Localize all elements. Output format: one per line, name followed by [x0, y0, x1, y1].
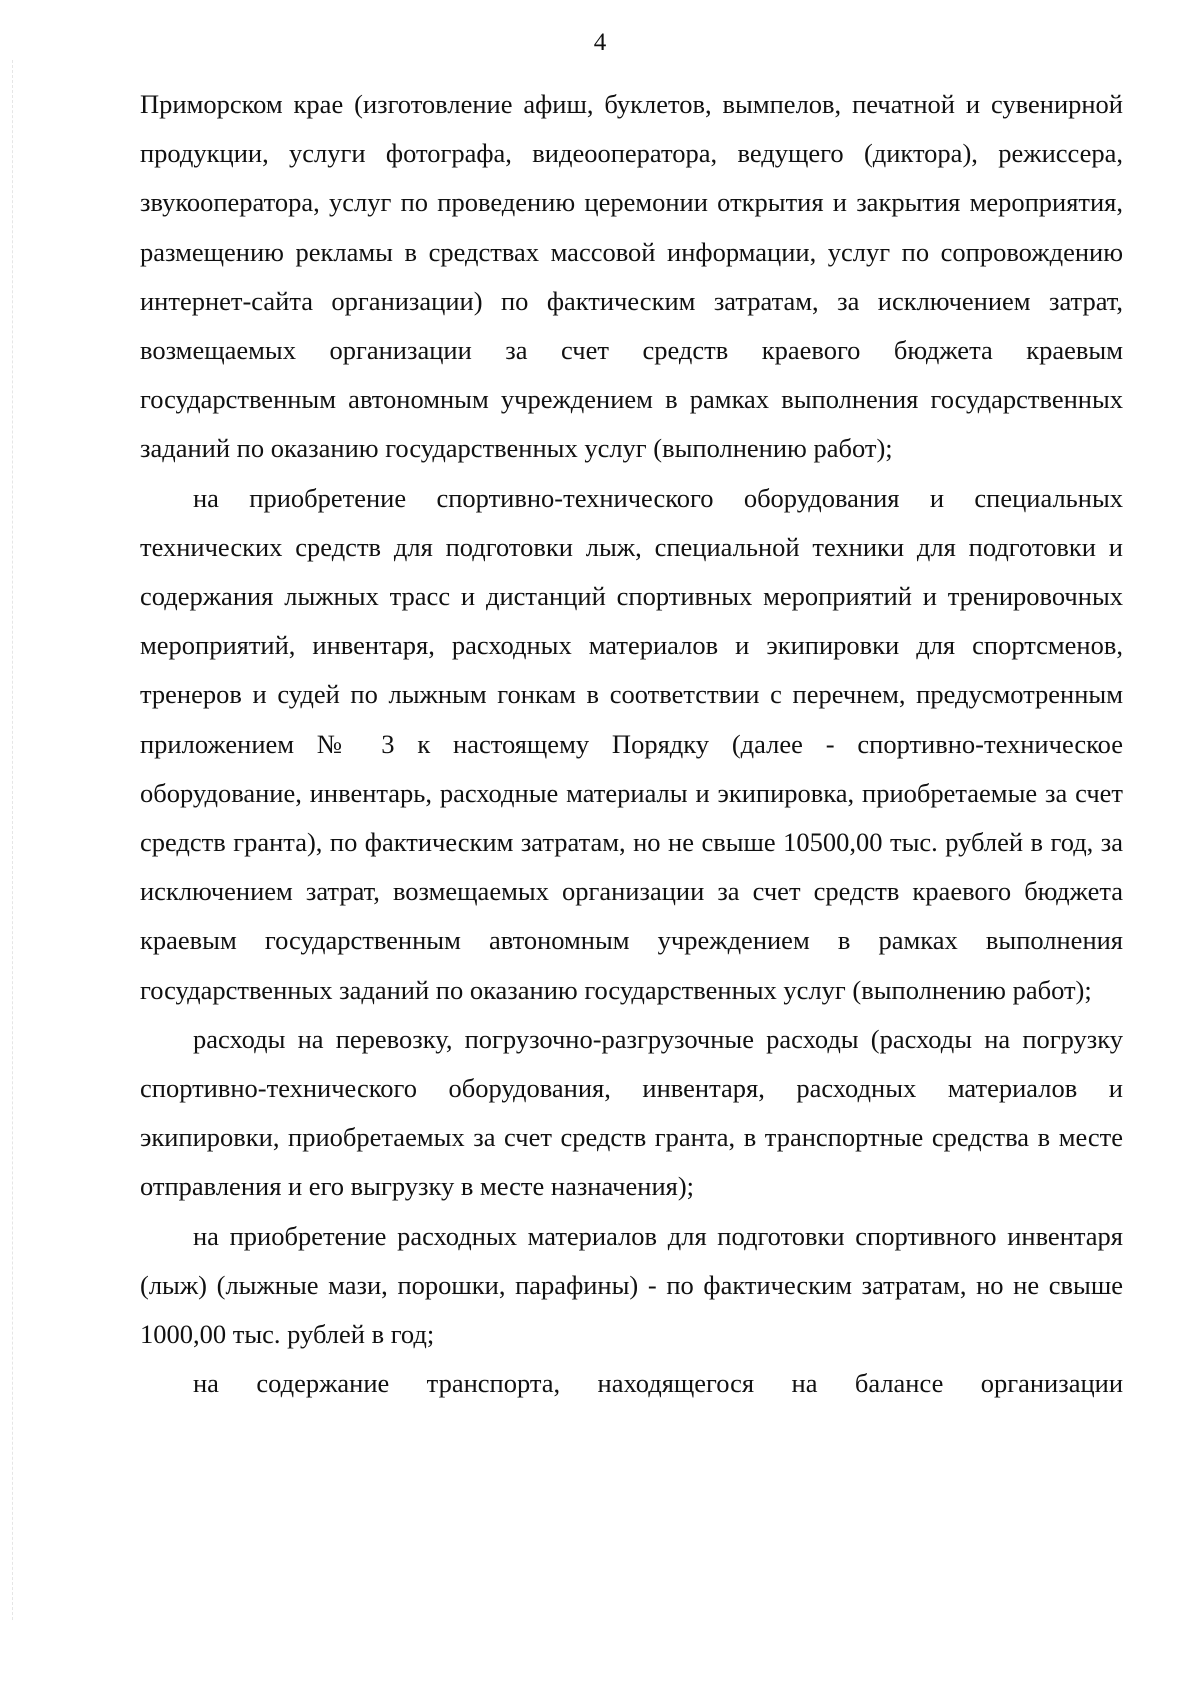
page-number: 4 — [593, 29, 607, 56]
document-body — [140, 80, 1123, 1408]
paragraph-sports-equipment: на приобретение спортивно-технического оборудования и специальных технических средств для подготовки лыж, специальной техники для подготовки и содержания лыжных трасс и дистанций спортивных мероприятий и тренировочных мероприятий, инвентаря, расходных материалов и экипировки для спортсменов, тренеров и судей по лыжным гонкам в соответствии с перечнем, предусмотренным приложением № 3 к настоящему Порядку (далее - спортивно-техническое оборудование, инвентарь, расходные материалы и экипировка, приобретаемые за счет средств гранта), по фактическим затратам, но не свыше 10500,00 тыс. рублей в год, за исключением затрат, возмещаемых организации за счет средств краевого бюджета краевым государственным автономным учреждением в рамках выполнения государственных заданий по оказанию государственных услуг (выполнению работ); — [140, 482, 1123, 1005]
paragraph-advertising-services: Приморском крае (изготовление афиш, буклетов, вымпелов, печатной и сувенирной продукции, услуги фотографа, видеооператора, ведущего (диктора), режиссера, звукооператора, услуг по проведению церемонии открытия и закрытия мероприятия, размещению рекламы в средствах массовой информации, услуг по сопровождению интернет-сайта организации) по фактическим затратам, за исключением затрат, возмещаемых организации за счет средств краевого бюджета краевым государственным автономным учреждением в рамках выполнения государственных заданий по оказанию государственных услуг (выполнению работ); — [140, 89, 1123, 464]
binding-edge-marks — [12, 60, 17, 1620]
paragraph-transport-costs: расходы на перевозку, погрузочно-разгрузочные расходы (расходы на погрузку спортивно-технического оборудования, инвентаря, расходных материалов и экипировки, приобретаемых за счет средств гранта, в транспортные средства в месте отправления и его выгрузку в месте назначения); — [140, 1023, 1123, 1202]
paragraph-vehicle-maintenance: на содержание транспорта, находящегося на балансе организации — [193, 1368, 1123, 1399]
paragraph-consumables: на приобретение расходных материалов для подготовки спортивного инвентаря (лыж) (лыжные мази, порошки, парафины) - по фактическим затратам, но не свыше 1000,00 тыс. рублей в год; — [140, 1220, 1123, 1350]
